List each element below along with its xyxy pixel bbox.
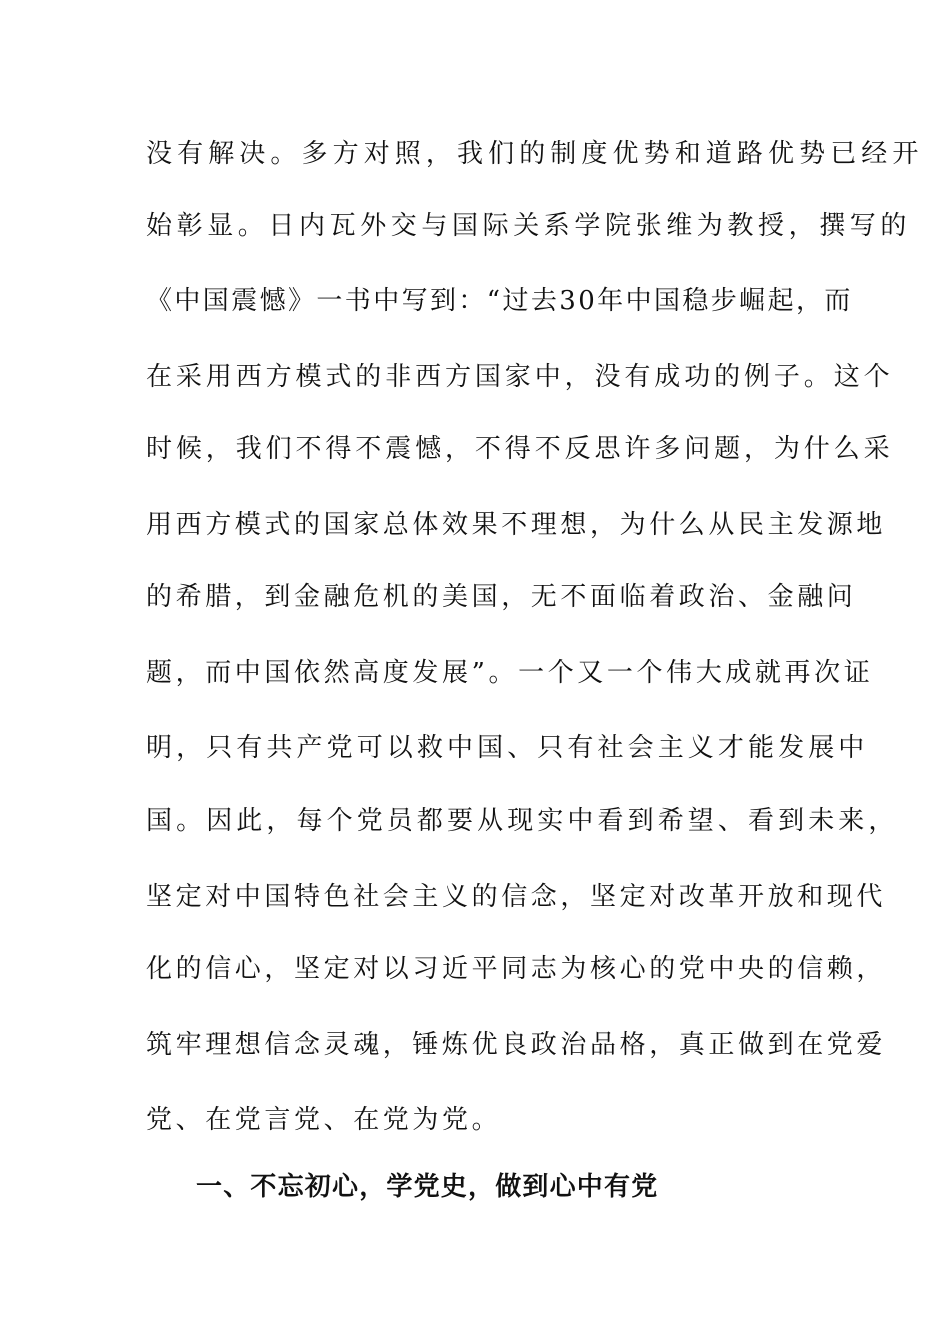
- paragraph-line: 题，而中国依然高度发展”。一个又一个伟大成就再次证: [146, 658, 874, 688]
- paragraph-line: 没有解决。多方对照，我们的制度优势和道路优势已经开: [146, 139, 924, 169]
- section-heading: 一、不忘初心，学党史，做到心中有党: [196, 1172, 659, 1202]
- paragraph-line: 党、在党言党、在党为党。: [146, 1105, 502, 1135]
- paragraph-line: 用西方模式的国家总体效果不理想，为什么从民主发源地: [146, 510, 887, 540]
- paragraph-line: 化的信心，坚定对以习近平同志为核心的党中央的信赖，: [146, 954, 887, 984]
- paragraph-line: 筑牢理想信念灵魂，锤炼优良政治品格，真正做到在党爱: [146, 1030, 887, 1060]
- paragraph-line: 明，只有共产党可以救中国、只有社会主义才能发展中: [146, 733, 869, 763]
- paragraph-line: 国。因此，每个党员都要从现实中看到希望、看到未来，: [146, 806, 899, 836]
- paragraph-line: 在采用西方模式的非西方国家中，没有成功的例子。这个: [146, 362, 894, 392]
- paragraph-line: 的希腊，到金融危机的美国，无不面临着政治、金融问: [146, 582, 857, 612]
- paragraph-line: 时候，我们不得不震憾，不得不反思许多问题，为什么采: [146, 434, 894, 464]
- paragraph-line: 始彰显。日内瓦外交与国际关系学院张维为教授，撰写的: [146, 211, 912, 241]
- paragraph-line: 《中国震憾》一书中写到：“过去30年中国稳步崛起，而: [146, 286, 853, 316]
- paragraph-line: 坚定对中国特色社会主义的信念，坚定对改革开放和现代: [146, 882, 887, 912]
